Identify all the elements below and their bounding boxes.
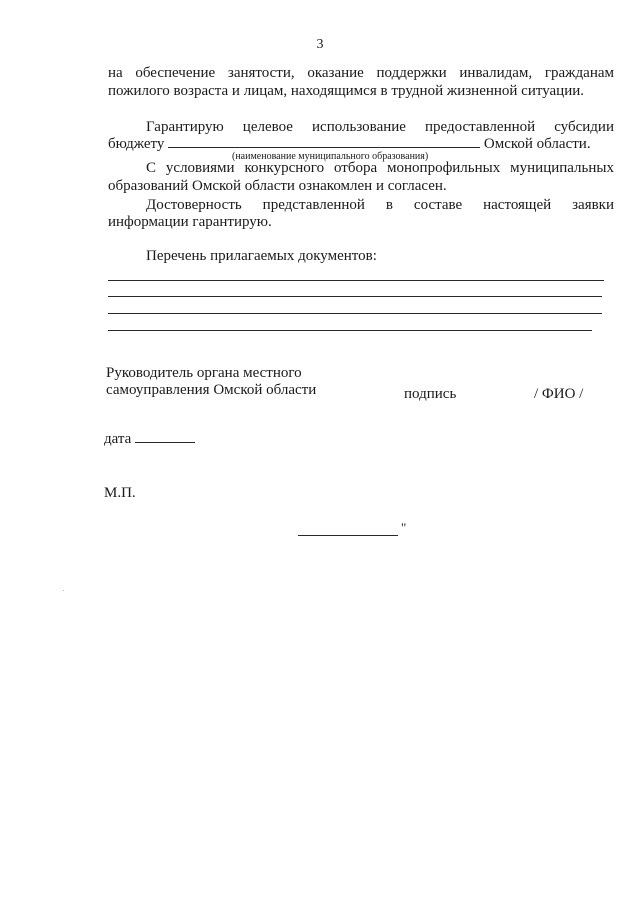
documents-list-label: Перечень прилагаемых документов: xyxy=(146,248,377,264)
head-title-line: самоуправления Омской области xyxy=(106,382,317,398)
guarantee-line: Гарантирую целевое использование предоставленной субсидии xyxy=(146,119,614,135)
paragraph-line: на обеспечение занятости, оказание поддержки инвалидам, гражданам xyxy=(108,65,614,81)
reliability-line: информации гарантирую. xyxy=(108,214,272,230)
paragraph-line: пожилого возраста и лицам, находящимся в трудной жизненной ситуации. xyxy=(108,83,585,99)
municipality-note: (наименование муниципального образования) xyxy=(232,151,429,162)
date-field xyxy=(104,430,195,448)
region-suffix: Омской области. xyxy=(483,136,591,152)
budget-label: бюджету xyxy=(108,136,165,152)
conditions-line: С условиями конкурсного отбора монопрофильных муниципальных xyxy=(146,160,614,176)
documents-blank-line xyxy=(108,330,592,331)
closing-blank xyxy=(298,535,398,536)
scan-speck xyxy=(63,590,64,591)
fio-label: / ФИО / xyxy=(534,386,584,402)
documents-blank-line xyxy=(108,296,602,297)
documents-blank-line xyxy=(108,280,604,281)
conditions-line: образований Омской области ознакомлен и согласен. xyxy=(108,178,447,194)
quote-mark: " xyxy=(401,520,407,535)
documents-blank-line xyxy=(108,313,602,314)
municipality-blank xyxy=(168,136,480,148)
reliability-line: Достоверность представленной в составе настоящей заявки xyxy=(146,197,614,213)
stamp-label: М.П. xyxy=(104,485,136,501)
date-blank xyxy=(135,432,195,443)
page-number: 3 xyxy=(316,37,324,52)
date-label: дата xyxy=(104,431,132,447)
signature-label: подпись xyxy=(404,386,457,402)
head-title-line: Руководитель органа местного xyxy=(106,365,302,381)
